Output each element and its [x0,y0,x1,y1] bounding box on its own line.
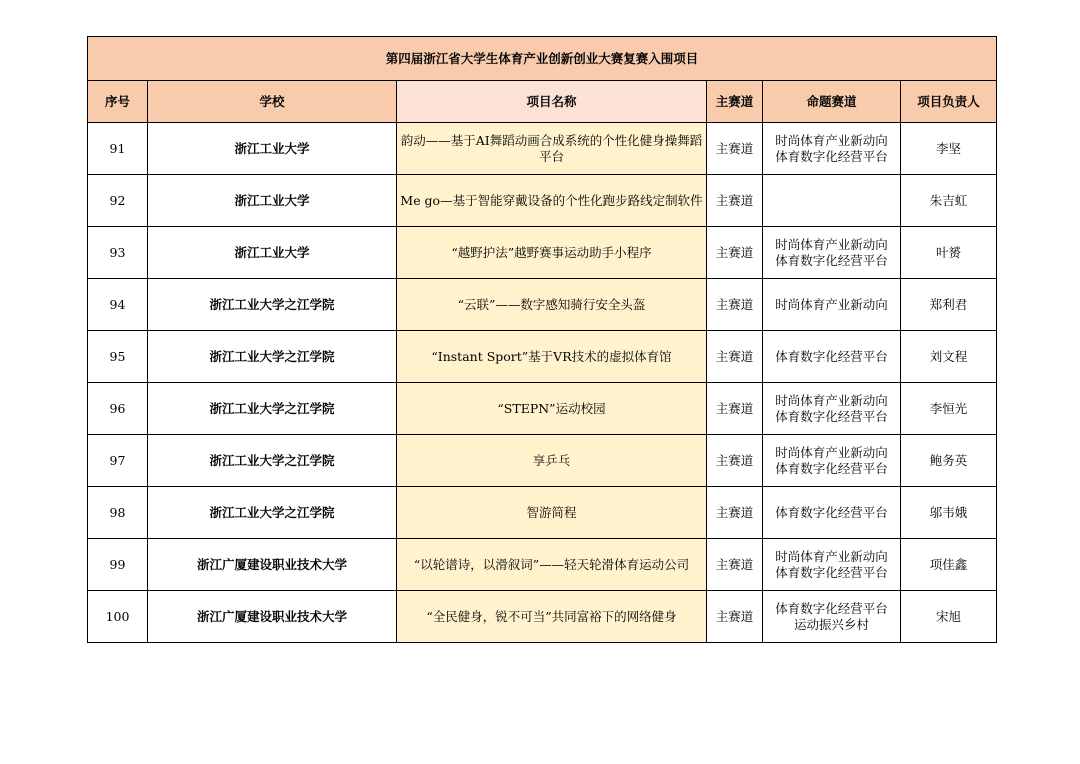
cell-topic-track: 时尚体育产业新动向 体育数字化经营平台 [763,539,901,591]
cell-project: “Instant Sport”基于VR技术的虚拟体育馆 [397,331,707,383]
cell-main-track: 主赛道 [707,331,763,383]
header-main-track: 主赛道 [707,81,763,123]
table-row [88,279,997,331]
cell-main-track: 主赛道 [707,383,763,435]
table-row [88,383,997,435]
cell-project: “云联”——数字感知骑行安全头盔 [397,279,707,331]
cell-school: 浙江广厦建设职业技术大学 [148,539,397,591]
cell-seq: 93 [88,227,148,279]
cell-leader: 李坚 [901,123,997,175]
cell-leader: 郑利君 [901,279,997,331]
cell-seq: 99 [88,539,148,591]
table-row [88,435,997,487]
cell-project: “STEPN”运动校园 [397,383,707,435]
cell-topic-track: 时尚体育产业新动向 体育数字化经营平台 [763,123,901,175]
cell-leader: 叶赟 [901,227,997,279]
header-seq: 序号 [88,81,148,123]
cell-seq: 92 [88,175,148,227]
cell-topic-track: 时尚体育产业新动向 [763,279,901,331]
cell-seq: 94 [88,279,148,331]
cell-leader: 刘文程 [901,331,997,383]
header-school: 学校 [148,81,397,123]
cell-school: 浙江工业大学 [148,227,397,279]
cell-main-track: 主赛道 [707,279,763,331]
cell-school: 浙江工业大学之江学院 [148,331,397,383]
cell-main-track: 主赛道 [707,487,763,539]
table-row [88,123,997,175]
cell-leader: 鲍务英 [901,435,997,487]
cell-topic-track [763,175,901,227]
cell-school: 浙江工业大学之江学院 [148,487,397,539]
cell-project: “以轮谱诗，以滑叙词”——轻天轮滑体育运动公司 [397,539,707,591]
cell-project: 智游简程 [397,487,707,539]
cell-leader: 朱吉虹 [901,175,997,227]
cell-main-track: 主赛道 [707,175,763,227]
cell-topic-track: 体育数字化经营平台 运动振兴乡村 [763,591,901,643]
header-row [88,81,997,123]
cell-main-track: 主赛道 [707,123,763,175]
header-project: 项目名称 [397,81,707,123]
cell-seq: 91 [88,123,148,175]
table-body [88,123,997,643]
cell-school: 浙江广厦建设职业技术大学 [148,591,397,643]
header-topic-track: 命题赛道 [763,81,901,123]
cell-seq: 98 [88,487,148,539]
cell-school: 浙江工业大学 [148,123,397,175]
cell-topic-track: 体育数字化经营平台 [763,331,901,383]
cell-main-track: 主赛道 [707,435,763,487]
cell-project: 享乒乓 [397,435,707,487]
table-row [88,175,997,227]
table-row [88,591,997,643]
table-row [88,539,997,591]
cell-main-track: 主赛道 [707,539,763,591]
cell-school: 浙江工业大学之江学院 [148,383,397,435]
cell-main-track: 主赛道 [707,227,763,279]
cell-seq: 97 [88,435,148,487]
cell-topic-track: 时尚体育产业新动向 体育数字化经营平台 [763,435,901,487]
cell-topic-track: 时尚体育产业新动向 体育数字化经营平台 [763,383,901,435]
cell-leader: 宋旭 [901,591,997,643]
finalist-table [87,36,997,643]
cell-school: 浙江工业大学 [148,175,397,227]
header-leader: 项目负责人 [901,81,997,123]
cell-topic-track: 时尚体育产业新动向 体育数字化经营平台 [763,227,901,279]
cell-seq: 96 [88,383,148,435]
cell-seq: 95 [88,331,148,383]
cell-school: 浙江工业大学之江学院 [148,435,397,487]
cell-project: “全民健身，锐不可当”共同富裕下的网络健身 [397,591,707,643]
cell-leader: 项佳鑫 [901,539,997,591]
table-row [88,487,997,539]
title-row [88,37,997,81]
table-title: 第四届浙江省大学生体育产业创新创业大赛复赛入围项目 [88,37,997,81]
table-row [88,227,997,279]
cell-topic-track: 体育数字化经营平台 [763,487,901,539]
cell-leader: 李恒光 [901,383,997,435]
cell-project: “越野护法”越野赛事运动助手小程序 [397,227,707,279]
cell-project: Me go—基于智能穿戴设备的个性化跑步路线定制软件 [397,175,707,227]
table-row [88,331,997,383]
cell-leader: 邬韦娥 [901,487,997,539]
cell-seq: 100 [88,591,148,643]
cell-main-track: 主赛道 [707,591,763,643]
cell-school: 浙江工业大学之江学院 [148,279,397,331]
cell-project: 韵动——基于AI舞蹈动画合成系统的个性化健身操舞蹈平台 [397,123,707,175]
